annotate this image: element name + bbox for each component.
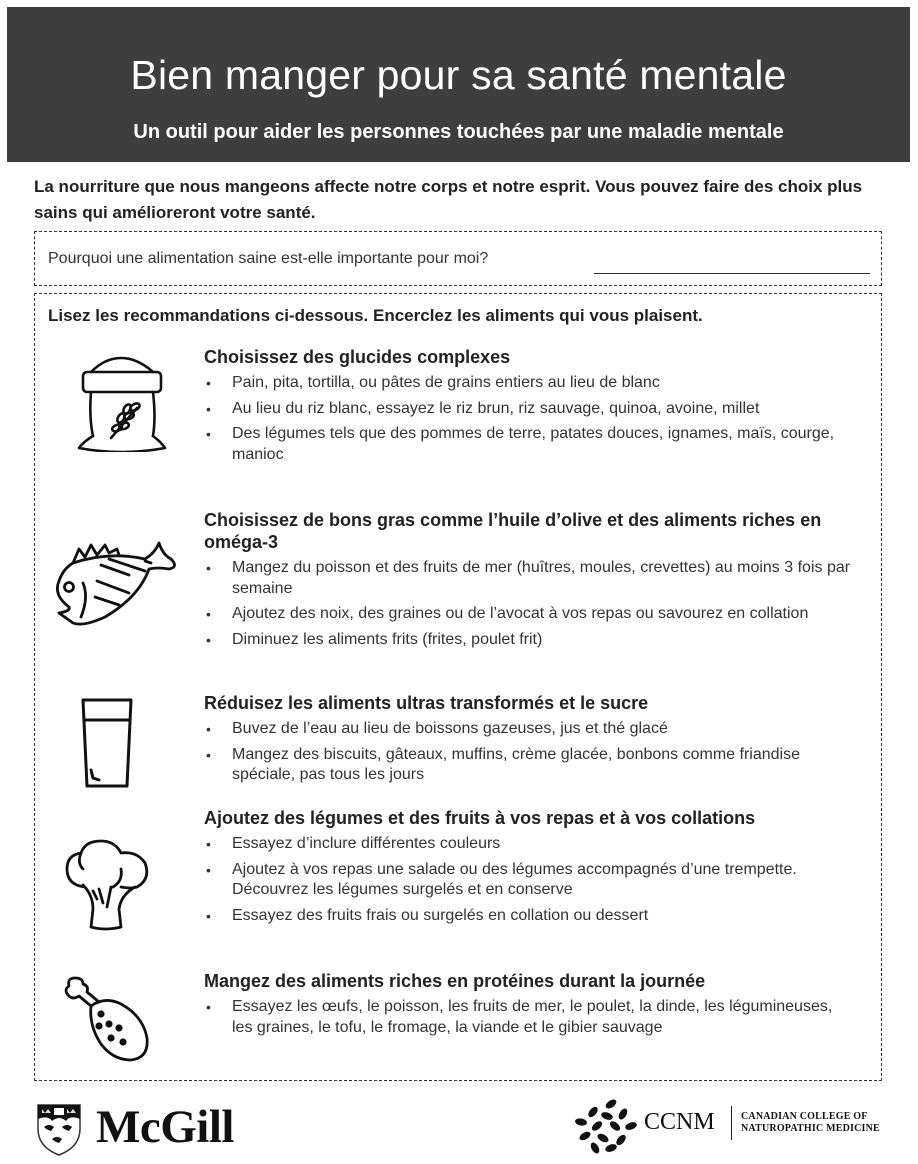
- chicken-leg-icon: [61, 976, 157, 1062]
- list-item: • Mangez des biscuits, gâteaux, muffins, crème glacée, bonbons comme friandise spéciale, pas tous les jours: [204, 745, 854, 786]
- broccoli-icon: [63, 839, 155, 935]
- intro-text: La nourriture que nous mangeons affecte notre corps et notre esprit. Vous pouvez faire des choix plus sains qui amélioreront votre santé.: [34, 177, 863, 222]
- question-box: [34, 231, 882, 286]
- list-item: • Essayez les œufs, le poisson, les fruits de mer, le poulet, la dinde, les légumineuses, les graines, le tofu, le fromage, la viande et le gibier sauvage: [204, 997, 854, 1038]
- section-title: Mangez des aliments riches en protéines durant la journée: [204, 971, 706, 991]
- section-title: Choisissez de bons gras comme l’huile d’olive et des aliments riches en oméga-3: [204, 510, 822, 552]
- water-glass-icon: [79, 696, 135, 792]
- ccnm-line-2: NATUROPATHIC MEDICINE: [741, 1123, 880, 1134]
- section-title: Ajoutez des légumes et des fruits à vos repas et à vos collations: [204, 808, 756, 828]
- question-label: Pourquoi une alimentation saine est-elle importante pour moi?: [48, 250, 489, 267]
- ccnm-logo-name: [741, 1111, 880, 1135]
- section-title: Choisissez des glucides complexes: [204, 347, 511, 367]
- list-item: • Diminuez les aliments frits (frites, poulet frit): [204, 630, 854, 651]
- list-item: • Buvez de l’eau au lieu de boissons gazeuses, jus et thé glacé: [204, 719, 854, 740]
- list-item: • Ajoutez à vos repas une salade ou des légumes accompagnés d’une trempette. Découvrez les légumes surgelés et en conserve: [204, 860, 854, 901]
- section-title: Réduisez les aliments ultras transformés et le sucre: [204, 693, 649, 713]
- list-item: • Au lieu du riz blanc, essayez le riz brun, riz sauvage, quinoa, avoine, millet: [204, 399, 854, 420]
- list-item: • Des légumes tels que des pommes de terre, patates douces, ignames, maïs, courge, manioc: [204, 424, 854, 465]
- list-item: • Essayez d’inclure différentes couleurs: [204, 834, 854, 855]
- list-item: • Mangez du poisson et des fruits de mer (huîtres, moules, crevettes) au moins 3 fois par semaine: [204, 558, 854, 599]
- ccnm-logo-abbr: CCNM: [644, 1109, 715, 1135]
- ccnm-leaves-icon: [575, 1098, 639, 1154]
- list-item: • Essayez des fruits frais ou surgelés en collation ou dessert: [204, 906, 854, 927]
- fish-icon: [49, 537, 183, 629]
- page-title: Bien manger pour sa santé mentale: [130, 52, 787, 98]
- recommendations-box: [34, 293, 882, 1081]
- instructions: Lisez les recommandations ci-dessous. Encerclez les aliments qui vous plaisent.: [48, 306, 703, 325]
- mcgill-crest-icon: [36, 1103, 82, 1157]
- answer-line[interactable]: [594, 273, 870, 274]
- ccnm-line-1: CANADIAN COLLEGE OF: [741, 1111, 868, 1122]
- list-item: • Ajoutez des noix, des graines ou de l’avocat à vos repas ou savourez en collation: [204, 604, 854, 625]
- page-header: [7, 7, 910, 162]
- ccnm-divider: [731, 1106, 732, 1140]
- grain-sack-icon: [69, 354, 173, 452]
- list-item: • Pain, pita, tortilla, ou pâtes de grains entiers au lieu de blanc: [204, 373, 854, 394]
- page-subtitle: Un outil pour aider les personnes touchées par une maladie mentale: [133, 121, 784, 143]
- mcgill-logo: McGill: [96, 1101, 234, 1153]
